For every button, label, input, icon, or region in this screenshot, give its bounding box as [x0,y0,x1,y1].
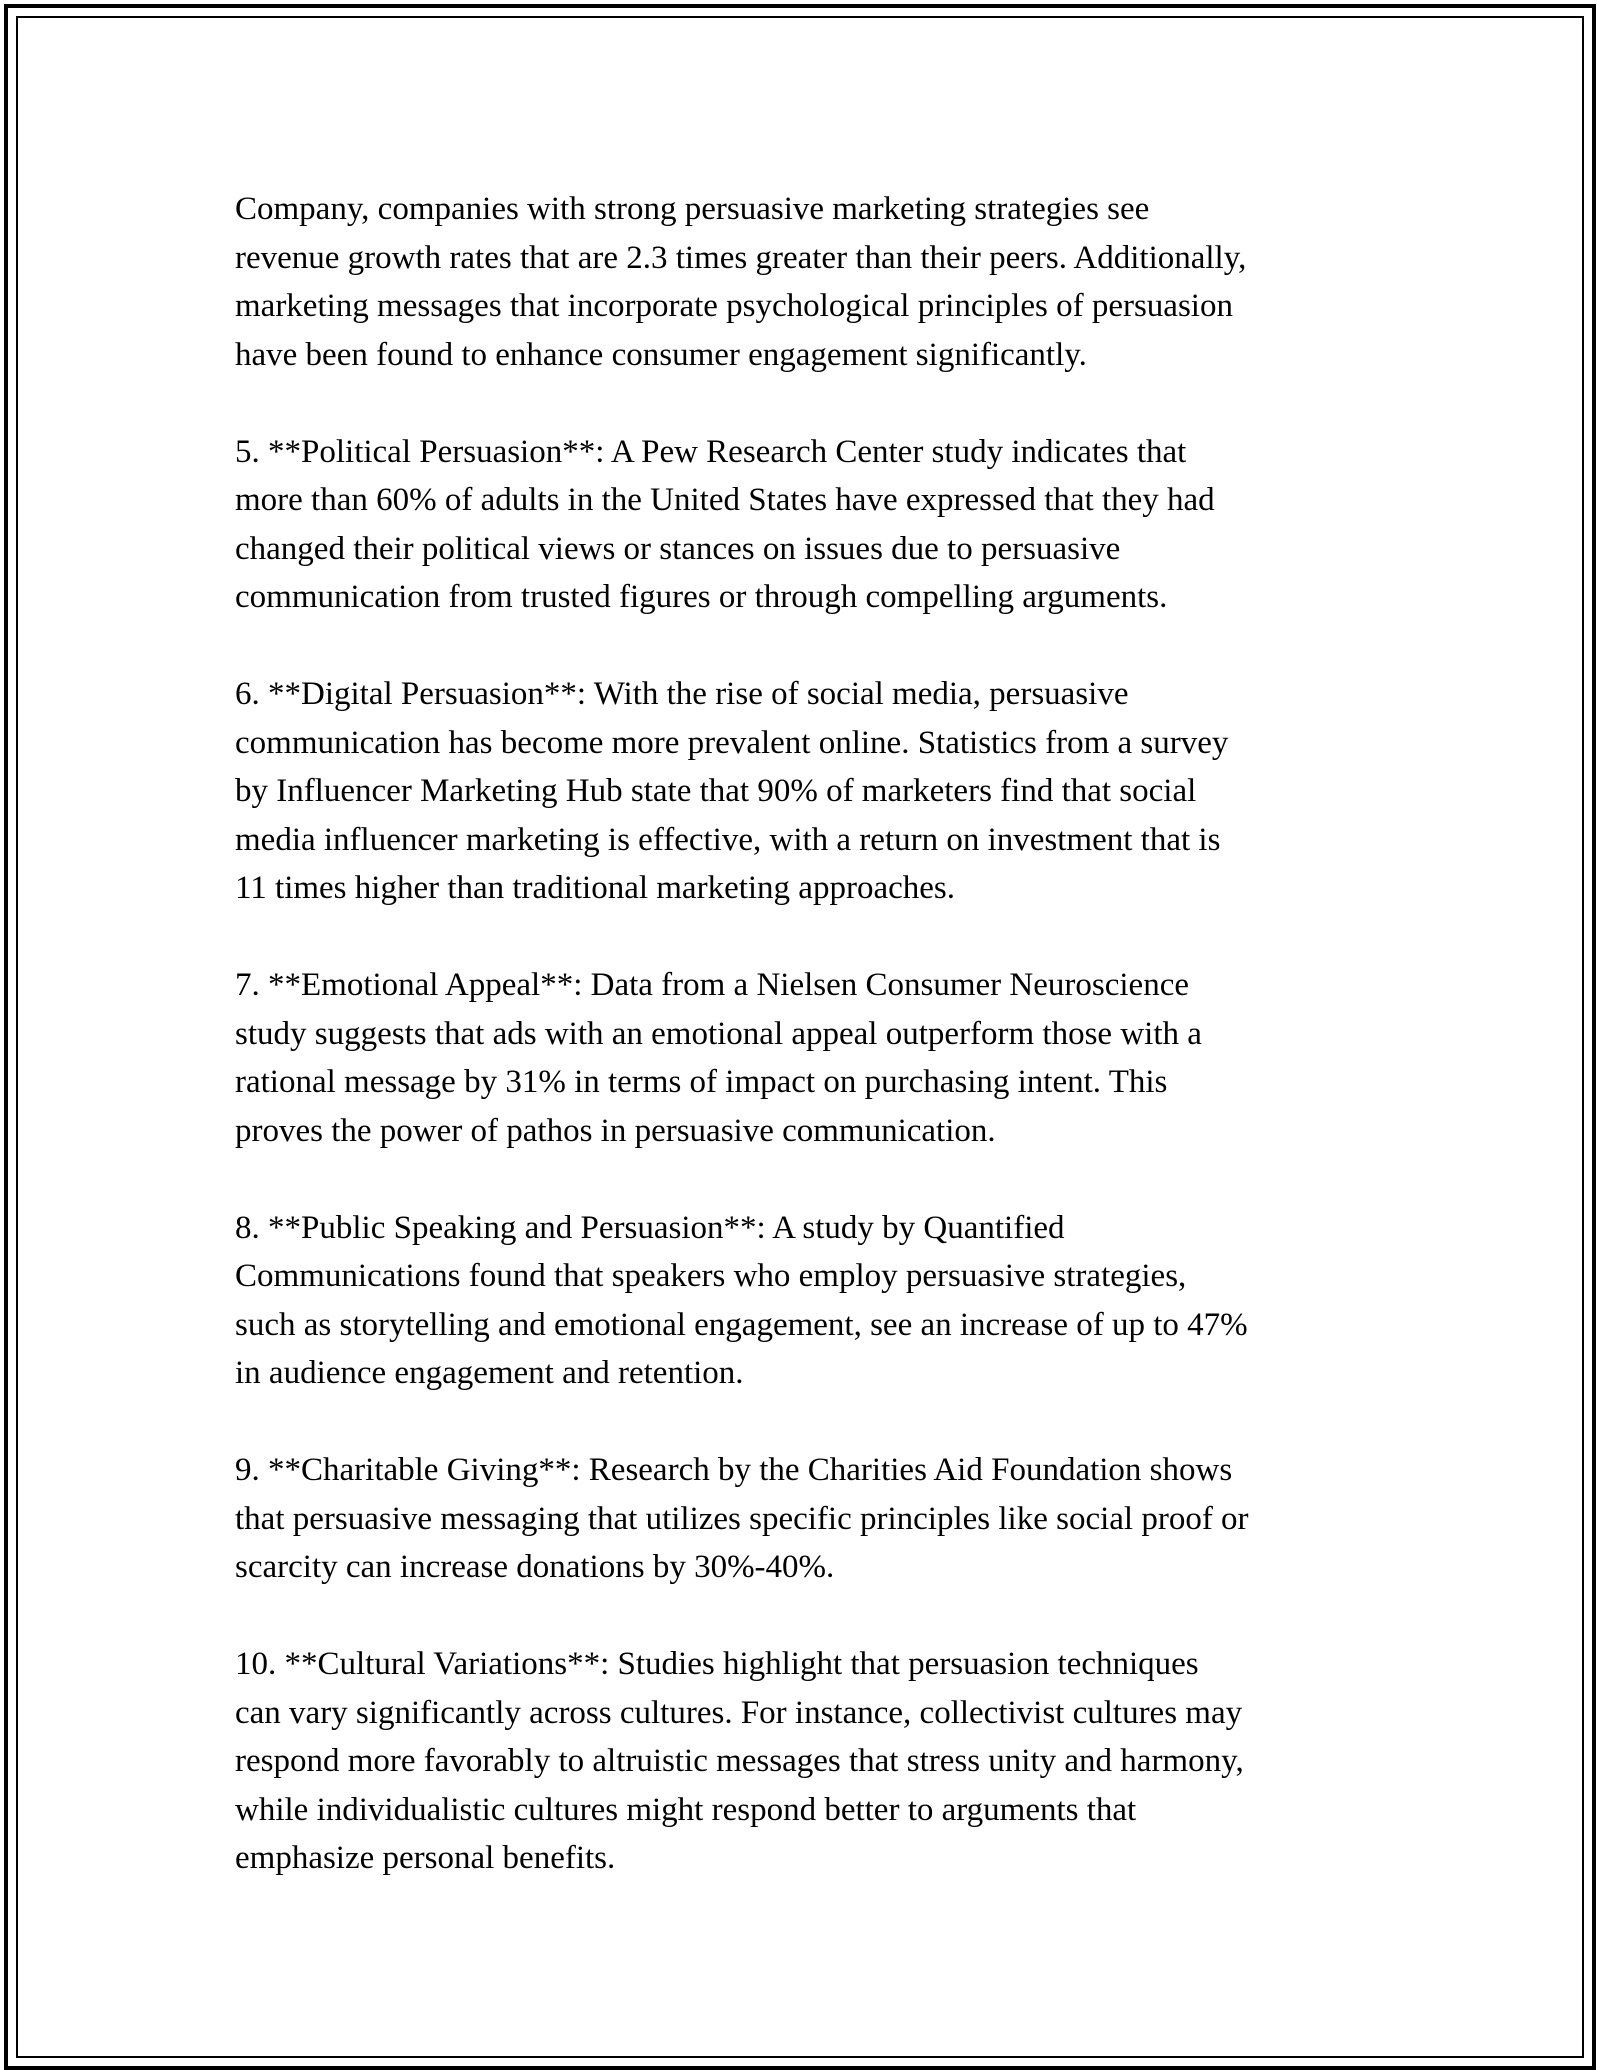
paragraph-marketing-intro: Company, companies with strong persuasive marketing strategies see revenue growth rates that are 2.3 times greater than their peers. Additionally, marketing messages that incorporate psychological principles of persuasion have been found to enhance consumer engagement significantly. [235,191,1247,373]
paragraph-emotional-appeal: 7. **Emotional Appeal**: Data from a Nielsen Consumer Neuroscience study suggests that ads with an emotional appeal outperform those with a rational message by 31% in terms of impact on purchasing intent. This proves the power of pathos in persuasive communication. [235,967,1202,1149]
paragraph-political-persuasion: 5. **Political Persuasion**: A Pew Research Center study indicates that more than 60% of adults in the United States have expressed that they had changed their political views or stances on issues due to persuasive communication from trusted figures or through compelling arguments. [235,433,1215,615]
paragraph-digital-persuasion: 6. **Digital Persuasion**: With the rise of social media, persuasive communication has become more prevalent online. Statistics from a survey by Influencer Marketing Hub state that 90% of marketers find that social media influencer marketing is effective, with a return on investment that is 11 times higher than traditional marketing approaches. [235,676,1229,906]
paragraph-charitable-giving: 9. **Charitable Giving**: Research by the Charities Aid Foundation shows that persuasive messaging that utilizes specific principles like social proof or scarcity can increase donations by 30%-40%. [235,1452,1249,1585]
document-body [235,185,1375,1883]
paragraph-cultural-variations: 10. **Cultural Variations**: Studies highlight that persuasion techniques can vary significantly across cultures. For instance, collectivist cultures may respond more favorably to altruistic messages that stress unity and harmony, while individualistic cultures might respond better to arguments that emphasize personal benefits. [235,1646,1244,1876]
paragraph-public-speaking: 8. **Public Speaking and Persuasion**: A study by Quantified Communications found that speakers who employ persuasive strategies, such as storytelling and emotional engagement, see an increase of up to 47% in audience engagement and retention. [235,1209,1248,1391]
